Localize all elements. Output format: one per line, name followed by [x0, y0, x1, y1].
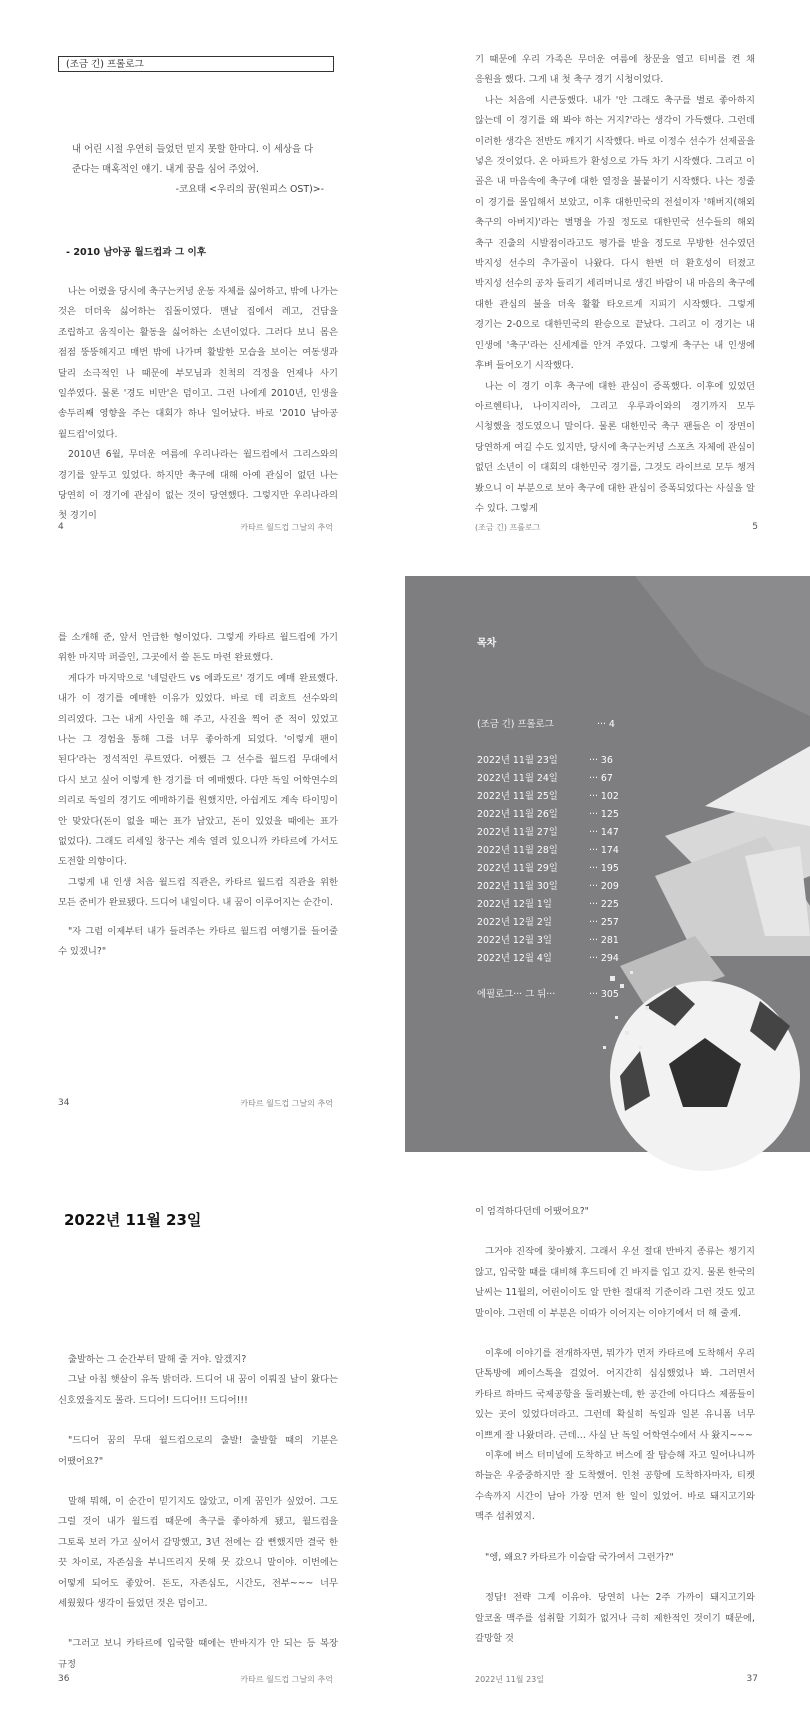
- toc-entry-page: ··· 257: [589, 917, 619, 928]
- toc-entry-page: ··· 305: [589, 989, 619, 1000]
- running-head: 카타르 월드컵 그날의 추억: [240, 1099, 333, 1108]
- page-number: 4: [58, 522, 64, 532]
- paragraph: 이 엄격하다던데 어땠어요?": [475, 1206, 589, 1217]
- toc-entry[interactable]: [477, 950, 677, 968]
- epigraph-source: -코요태 <우리의 꿈(원피스 OST)>-: [175, 184, 324, 195]
- quote-text: "엥, 왜요? 카타르가 이슬람 국가여서 그런가?": [485, 1551, 674, 1563]
- toc-entry-page: ··· 281: [589, 935, 619, 946]
- body-text: [58, 628, 338, 909]
- quote: [58, 922, 338, 963]
- toc-entry[interactable]: [477, 788, 677, 806]
- toc-entry-label: 2022년 12월 3일: [477, 935, 552, 946]
- running-head: 2022년 11월 23일: [475, 1675, 544, 1684]
- toc-entry[interactable]: [477, 986, 677, 1004]
- toc-entry-page: ··· 294: [589, 953, 619, 964]
- toc-entry-page: ··· 195: [589, 863, 619, 874]
- paragraph: 말해 뭐해, 이 순간이 믿기지도 않았고, 이게 꿈인가 싶었어. 그도 그럴 것이 내가 월드컵 때문에 축구를 좋아하게 됐고, 월드컵을 그토록 보러 가고 싶어서 갈망했고, 3년 전에는 갈 뻔했지만 결국 한 끗 차이로, 자존심을 부니뜨리지 못해 못 갔으니 말이야. 이번에는 어떻게 되어도 좋았어. 돈도, 자존심도, 시간도, 전부~~~ 너무 세웠웠다 생각이 들었던 것은 덤이고.: [58, 1496, 338, 1610]
- page-34: [0, 576, 405, 1152]
- toc-entry-label: 2022년 11월 30일: [477, 881, 558, 892]
- toc-entry-page: ··· 4: [597, 719, 615, 730]
- page-36: [0, 1152, 405, 1728]
- paragraph: 그거야 진작에 찾아봤지. 그래서 우선 절대 반바지 종류는 챙기지 않고, 입국할 때를 대비해 후드티에 긴 바지를 입고 갔지. 물론 한국의 날씨는 11월의, 어린이이도 알 만한 절대적 기준이라 그런 것도 있고 말이야. 그런데 이 부분은 이따가 이어지는 이야기에서 더 해 줄게.: [475, 1246, 755, 1319]
- toc-entry[interactable]: [477, 860, 677, 878]
- toc-list: [477, 716, 677, 1004]
- epigraph: [72, 140, 332, 200]
- body-text: [58, 1350, 338, 1670]
- toc-entry[interactable]: [477, 770, 677, 788]
- page-5: [405, 0, 810, 576]
- body-text: [58, 282, 338, 522]
- epigraph-line: 준다는 매혹적인 얘기. 내게 꿈을 심어 주었어.: [72, 164, 259, 175]
- toc-entry-page: ··· 174: [589, 845, 619, 856]
- toc-entry-label: 2022년 11월 29일: [477, 863, 558, 874]
- running-head: 카타르 월드컵 그날의 추억: [240, 523, 333, 532]
- quote-text: "그러고 보니 카타르에 입국할 때에는 반바지가 안 되는 등 복장 규정: [58, 1638, 338, 1670]
- page-number: 36: [58, 1674, 70, 1684]
- toc-entry[interactable]: [477, 914, 677, 932]
- toc-entry-label: 2022년 12월 1일: [477, 899, 552, 910]
- toc-entry[interactable]: [477, 896, 677, 914]
- toc-entry-label: 2022년 11월 27일: [477, 827, 558, 838]
- section-heading: - 2010 남아공 월드컵과 그 이후: [66, 247, 207, 258]
- toc-entry-label: 에필로그··· 그 뒤···: [477, 989, 556, 1000]
- toc-entry[interactable]: [477, 824, 677, 842]
- paragraph: 정답! 전략 그게 이유야. 당연히 나는 2주 가까이 돼지고기와 알코올 맥주를 섭취할 기회가 없거나 극히 제한적인 것이기 때문에, 갈망할 것: [475, 1592, 755, 1644]
- paragraph: 기 때문에 우리 가족은 무더운 여름에 창문을 열고 티비를 켠 채 응원을 했다. 그게 내 첫 축구 경기 시청이었다.: [475, 54, 755, 86]
- toc-entry-label: 2022년 11월 23일: [477, 755, 558, 766]
- toc-entry-page: ··· 125: [589, 809, 619, 820]
- paragraph: 2010년 6월, 무더운 여름에 우리나라는 월드컵에서 그리스와의 경기를 앞두고 있었다. 하지만 축구에 대해 아예 관심이 없던 나는 당연히 이 경기에 관심이 없는 것이 당연했다. 그렇지만 우리나라의 첫 경기이: [58, 449, 338, 522]
- quote-text: "자 그럼 이제부터 내가 들려주는 카타르 월드컵 여행기를 들어줄 수 있겠니?": [58, 926, 338, 958]
- toc-entry-label: 2022년 11월 26일: [477, 809, 558, 820]
- toc-entry-page: ··· 102: [589, 791, 619, 802]
- toc-entry-label: (조금 긴) 프롤로그: [477, 719, 554, 730]
- paragraph: 게다가 마지막으로 '네덜란드 vs 에콰도르' 경기도 예매 완료했다. 내가 이 경기를 예매한 이유가 있었다. 바로 데 리흐트 선수와의 의리였다. 그는 내게 사인을 해 주고, 사진을 찍어 준 적이 있었고 나는 그 경험을 통해 그를 너무 좋아하게 되었다. '이렇게 팬이 된다'라는 정석적인 루트였다. 어쨌든 그 선수를 월드컵 무대에서 다시 보고 싶어 이렇게 한 경기를 더 예매했다. 다만 독일 어학연수의 의리로 독일의 경기도 예매하기를 원했지만, 아쉽게도 계속 타이밍이 안 맞았다(돈이 없을 때는 표가 남았고, 돈이 있었을 때에는 표가 없었다). 그래도 리세일 창구는 계속 열려 있으니까 카타르에 가서도 도전할 의향이다.: [58, 672, 338, 868]
- toc-entry[interactable]: [477, 932, 677, 950]
- page-37: [405, 1152, 810, 1728]
- body-text: [475, 1202, 755, 1652]
- paragraph: 그날 아침 햇살이 유독 밝더라. 드디어 내 꿈이 이뤄질 날이 왔다는 신호였을지도 몰라. 드디어! 드디어!! 드디어!!!: [58, 1374, 338, 1406]
- toc-entry[interactable]: [477, 716, 677, 734]
- toc-page: [405, 576, 810, 1152]
- paragraph: 나는 어렸을 당시에 축구는커녕 운동 자체를 싫어하고, 밖에 나가는 것은 더더욱 싫어하는 집돌이였다. 맨날 집에서 레고, 건담을 조립하고 움직이는 활동을 싫어하는 소년이었다. 그러다 보니 몸은 점점 뚱뚱해지고 매번 밖에 나가며 활발한 모습을 보이는 여동생과 달리 소극적인 나 때문에 부모님과 친척의 걱정을 언제나 사기 일쑤였다. 물론 '경도 비만'은 덤이고. 그런 나에게 2010년, 인생을 송두리째 영향을 주는 대회가 하나 일어났다. 바로 '2010 남아공 월드컵'이었다.: [58, 286, 338, 440]
- toc-entry-label: 2022년 11월 25일: [477, 791, 558, 802]
- toc-entry[interactable]: [477, 842, 677, 860]
- toc-entry-page: ··· 147: [589, 827, 619, 838]
- paragraph: 출발하는 그 순간부터 말해 줄 거야. 알겠지?: [68, 1354, 247, 1365]
- toc-entry-label: 2022년 11월 28일: [477, 845, 558, 856]
- prologue-label: (조금 긴) 프롤로그: [58, 56, 334, 72]
- epigraph-line: 내 어린 시절 우연히 들었던 믿지 못할 한마디. 이 세상을 다: [72, 144, 314, 155]
- toc-entry-label: 2022년 12월 4일: [477, 953, 552, 964]
- toc-entry-label: 2022년 11월 24일: [477, 773, 558, 784]
- toc-entry-label: 2022년 12월 2일: [477, 917, 552, 928]
- paragraph: 나는 이 경기 이후 축구에 대한 관심이 증폭했다. 이후에 있었던 아르헨티나, 나이지리아, 그리고 우루과이와의 경기까지 모두 시청했을 정도였으니 말이다. 물론 대한민국 축구 팬들은 이 장면이 당연하게 여길 수도 있지만, 당시에 축구는커녕 스포츠 자체에 관심이 없던 소년이 이 대회의 대한민국 경기를, 그것도 라이브로 모두 챙겨 봤으니 이 부분으로 보아 축구에 대한 관심이 증폭되었다는 사실을 알 수 있다. 그렇게: [475, 380, 755, 514]
- page-number: 5: [752, 522, 758, 532]
- running-head: (조금 긴) 프롤로그: [475, 523, 541, 532]
- paragraph: 이후에 버스 터미널에 도착하고 버스에 잘 탑승해 자고 일어나니까 하늘은 우중중하지만 잘 도착했어. 인천 공항에 도착하자마자, 티켓 수속까지 시간이 남아 가장 먼저 한 일이 있었어. 바로 돼지고기와 맥주 섭취였지.: [475, 1450, 755, 1523]
- page-number: 34: [58, 1098, 70, 1108]
- toc-entry-page: ··· 36: [589, 755, 613, 766]
- toc-entry[interactable]: [477, 752, 677, 770]
- paragraph: 이후에 이야기를 전개하자면, 뭐가가 먼저 카타르에 도착해서 우리 단톡방에 페이스톡을 걸었어. 어지간히 심심했었나 봐. 그러면서 카타르 하마드 국제공항을 둘러봤는데, 한 공간에 아디다스 제품들이 있는 곳이 있었다더라고. 그런데 확실히 독일과 일본 유니폼 너무 이쁘게 잘 나왔더라. 근데… 사실 난 독일 어학연수에서 사 왔지~~~: [475, 1348, 755, 1441]
- page-number: 37: [746, 1674, 758, 1684]
- toc-entry[interactable]: [477, 806, 677, 824]
- body-text: [475, 50, 755, 514]
- quote-text: "드디어 꿈의 무대 월드컵으로의 출발! 출발할 때의 기분은 어땠어요?": [58, 1435, 338, 1467]
- page-4: [0, 0, 405, 576]
- toc-entry-page: ··· 67: [589, 773, 613, 784]
- toc-entry[interactable]: [477, 878, 677, 896]
- paragraph: 그렇게 내 인생 처음 월드컵 직관은, 카타르 월드컵 직관을 위한 모든 준비가 완료됐다. 드디어 내일이다. 내 꿈이 이루어지는 순간이.: [58, 876, 338, 909]
- paragraph: 를 소개해 준, 앞서 언급한 형이었다. 그렇게 카타르 월드컵에 가기 위한 마지막 퍼즐인, 그곳에서 쓸 돈도 마련 완료했다.: [58, 632, 338, 664]
- running-head: 카타르 월드컵 그날의 추억: [240, 1675, 333, 1684]
- toc-title: 목차: [477, 638, 497, 649]
- toc-entry-page: ··· 209: [589, 881, 619, 892]
- chapter-title: 2022년 11월 23일: [64, 1211, 202, 1229]
- toc-entry-page: ··· 225: [589, 899, 619, 910]
- paragraph: 나는 처음에 시큰둥했다. 내가 '안 그래도 축구를 별로 좋아하지 않는데 이 경기를 왜 봐야 하는 거지?'라는 생각이 가득했다. 그런데 이러한 생각은 전반도 깨지기 시작했다. 바로 이정수 선수가 선제골을 넣은 것이었다. 온 아파트가 환성으로 가득 차기 시작했다. 그리고 이 골은 내 마음속에 축구에 대한 열정을 불붙이기 시작했다. 나는 정줄 이 경기를 몰입해서 보았고, 이후 대한민국의 전설이자 '해버지(해외 축구의 아버지)'라는 별명을 가질 정도로 대한민국 선수들의 해외 축구 진출의 시발점이라고도 평가를 받을 정도로 무방한 선수였던 박지성 선수의 추가골이 나왔다. 다시 한번 더 환호성이 터졌고 박지성 선수의 공차 들리기 세리머니로 생긴 바람이 내 마음의 축구에 대한 관심의 불을 더욱 활활 타오르게 지피기 시작했다. 그렇게 경기는 2-0으로 대한민국의 완승으로 끝났다. 그리고 이 경기는 내 인생에 '축구'라는 신세계를 안겨 주었다. 그렇게 축구는 내 인생에 후벼 들어오기 시작했다.: [475, 94, 755, 372]
